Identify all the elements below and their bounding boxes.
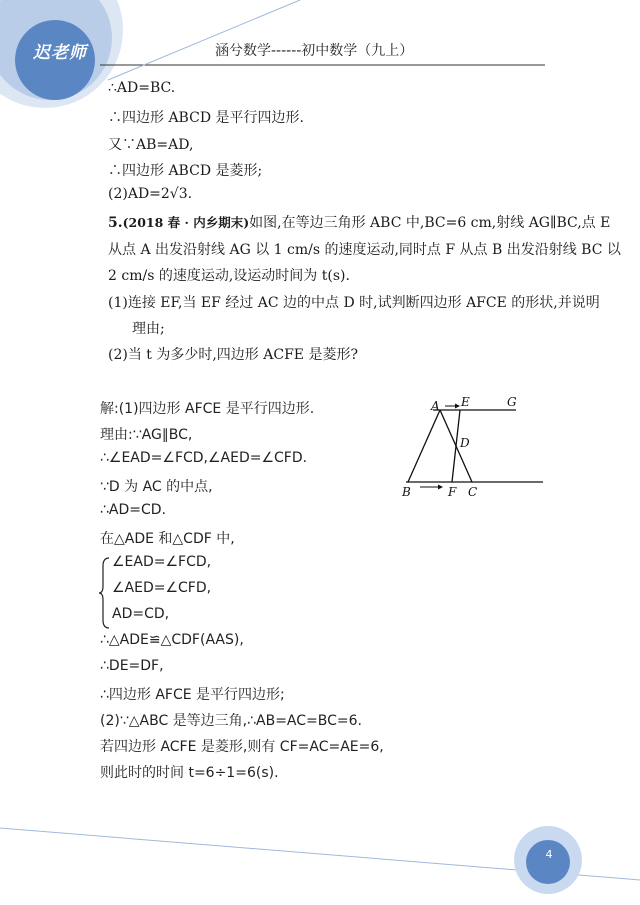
teacher-badge: 迟老师 (33, 43, 87, 63)
page-number: 4 (545, 848, 553, 861)
label-f: F (448, 485, 457, 499)
solution-line: (2)∵△ABC 是等边三角,∴AB=AC=BC=6. (100, 713, 362, 729)
prev-answer-line: (2)AD=2√3. (108, 186, 193, 202)
label-e: E (461, 395, 470, 409)
solution-line: 在△ADE 和△CDF 中, (100, 531, 235, 547)
problem-stem-line: 如图,在等边三角形 ABC 中,BC=6 cm,射线 AG∥BC,点 E (249, 215, 611, 231)
prev-answer-line: ∴四边形 ABCD 是平行四边形. (108, 110, 304, 126)
geometry-figure (398, 392, 548, 502)
label-c: C (468, 485, 478, 499)
question-1: (1)连接 EF,当 EF 经过 AC 边的中点 D 时,试判断四边形 AFCE 的形状,并说明 (108, 295, 600, 311)
brace-line: ∠EAD=∠FCD, (112, 554, 212, 570)
solution-line: 则此时的时间 t=6÷1=6(s). (100, 765, 279, 781)
prev-answer-line: 又∵AB=AD, (108, 137, 194, 153)
problem-stem-line: 从点 A 出发沿射线 AG 以 1 cm/s 的速度运动,同时点 F 从点 B 出发沿射线 BC 以 (108, 242, 621, 258)
solution-line: ∴四边形 AFCE 是平行四边形; (100, 687, 285, 703)
prev-answer-line: ∴四边形 ABCD 是菱形; (108, 163, 263, 179)
solution-line: ∴DE=DF, (100, 658, 164, 674)
label-b: B (402, 485, 411, 499)
solution-line: 解:(1)四边形 AFCE 是平行四边形. (100, 401, 315, 417)
brace-line: AD=CD, (112, 606, 170, 622)
problem-number: 5. (108, 215, 123, 231)
problem-stem-first (108, 212, 610, 232)
label-d: D (460, 436, 470, 450)
label-a: A (431, 399, 440, 413)
solution-line: ∴△ADE≌△CDF(AAS), (100, 632, 244, 648)
header-title: 涵兮数学------初中数学（九上） (215, 43, 414, 59)
question-1-cont: 理由; (132, 321, 165, 337)
prev-answer-line: ∴AD=BC. (108, 80, 176, 96)
solution-line: ∴AD=CD. (100, 502, 167, 518)
problem-source: (2018 春 · 内乡期末) (122, 215, 250, 230)
solution-line: 理由:∵AG∥BC, (100, 427, 193, 443)
brace-icon (99, 556, 111, 630)
label-g: G (507, 395, 517, 409)
solution-line: ∴∠EAD=∠FCD,∠AED=∠CFD. (100, 450, 308, 466)
solution-line: 若四边形 ACFE 是菱形,则有 CF=AC=AE=6, (100, 739, 384, 755)
question-2: (2)当 t 为多少时,四边形 ACFE 是菱形? (108, 347, 358, 363)
problem-stem-line: 2 cm/s 的速度运动,设运动时间为 t(s). (108, 268, 350, 284)
brace-line: ∠AED=∠CFD, (112, 580, 212, 596)
solution-line: ∵D 为 AC 的中点, (100, 479, 213, 495)
